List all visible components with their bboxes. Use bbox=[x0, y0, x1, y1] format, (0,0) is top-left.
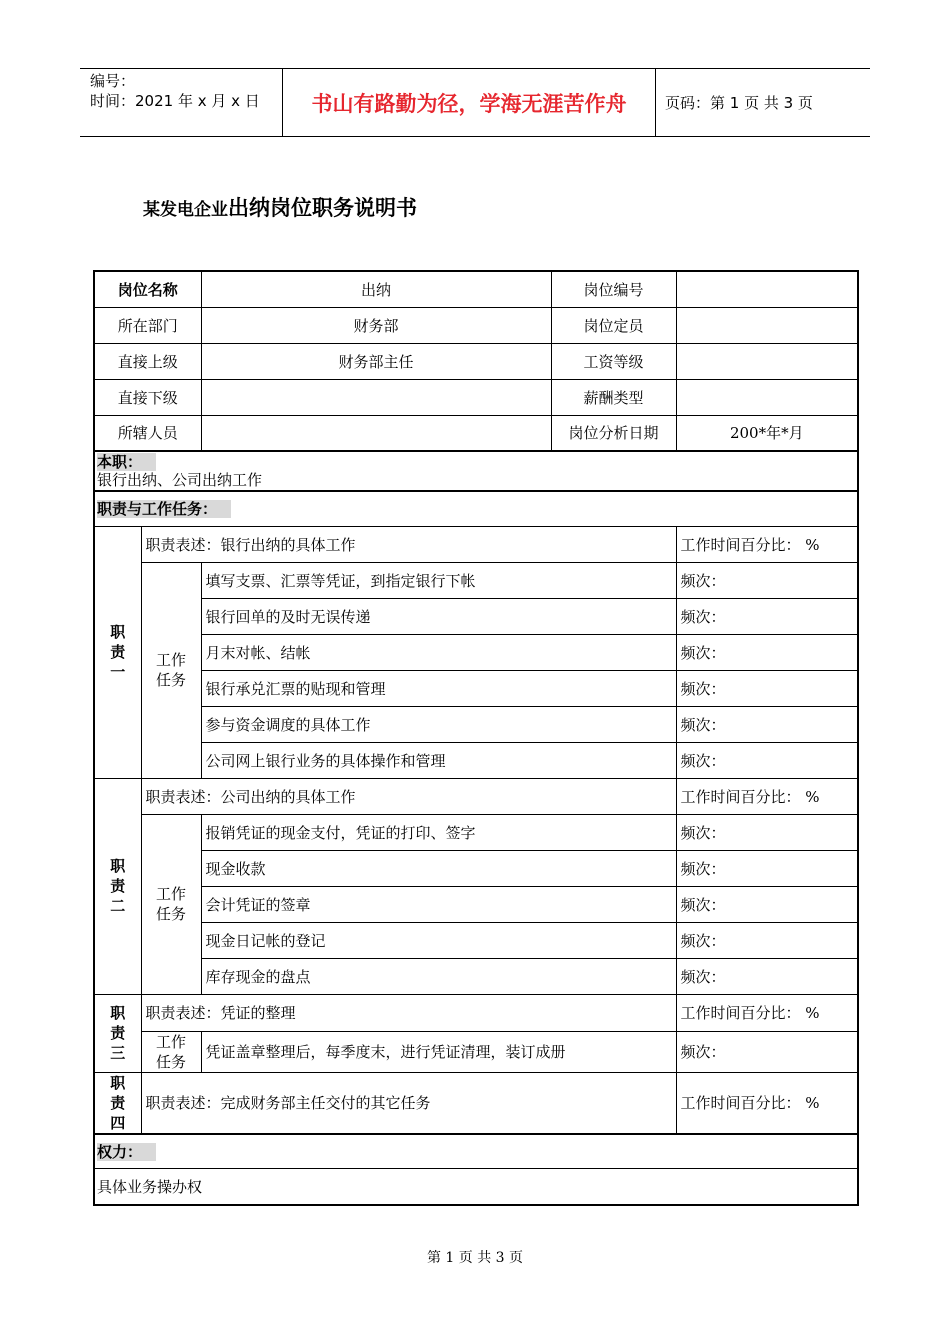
duty-desc: 职责表述：公司出纳的具体工作 bbox=[141, 778, 676, 814]
pct-label: 工作时间百分比： % bbox=[676, 1072, 858, 1134]
freq-label: 频次： bbox=[676, 958, 858, 994]
power-title-row bbox=[94, 1134, 858, 1169]
task-text: 银行回单的及时无误传递 bbox=[201, 598, 676, 634]
info-row bbox=[94, 271, 858, 307]
info-value bbox=[201, 415, 551, 451]
power-title: 权力： bbox=[97, 1143, 156, 1161]
info-label: 直接上级 bbox=[94, 343, 201, 379]
duty-desc: 职责表述：凭证的整理 bbox=[141, 994, 676, 1031]
pct-label: 工作时间百分比： % bbox=[676, 994, 858, 1031]
info-label: 岗位定员 bbox=[551, 307, 676, 343]
info-label: 所辖人员 bbox=[94, 415, 201, 451]
job-description-table bbox=[93, 270, 857, 1206]
duty-label: 职 责 一 bbox=[110, 623, 126, 681]
task-row bbox=[94, 634, 858, 670]
document-title-main: 出纳岗位职务说明书 bbox=[228, 195, 417, 220]
info-label: 薪酬类型 bbox=[551, 379, 676, 415]
freq-label: 频次： bbox=[676, 886, 858, 922]
document-title bbox=[143, 192, 417, 222]
info-value bbox=[201, 379, 551, 415]
duty-cell bbox=[94, 451, 858, 491]
page-footer: 第 1 页 共 3 页 bbox=[426, 1250, 524, 1266]
task-row bbox=[94, 670, 858, 706]
freq-label: 频次： bbox=[676, 922, 858, 958]
info-value bbox=[676, 343, 858, 379]
task-row bbox=[94, 886, 858, 922]
serial-label: 编号： bbox=[90, 72, 136, 90]
duty-label-cell bbox=[94, 778, 141, 994]
pct-label: 工作时间百分比： % bbox=[676, 526, 858, 562]
duty-row bbox=[94, 451, 858, 491]
duty-label-cell bbox=[94, 1072, 141, 1134]
duty-label-cell bbox=[94, 526, 141, 778]
freq-label: 频次： bbox=[676, 670, 858, 706]
task-text: 参与资金调度的具体工作 bbox=[201, 706, 676, 742]
task-text: 会计凭证的签章 bbox=[201, 886, 676, 922]
freq-label: 频次： bbox=[676, 706, 858, 742]
info-label: 直接下级 bbox=[94, 379, 201, 415]
power-title-cell bbox=[94, 1134, 858, 1169]
task-text: 库存现金的盘点 bbox=[201, 958, 676, 994]
pct-label: 工作时间百分比： % bbox=[676, 778, 858, 814]
duty-desc-row bbox=[94, 1072, 858, 1134]
task-text: 月末对帐、结帐 bbox=[201, 634, 676, 670]
time-label: 时间：2021 年 x 月 x 日 bbox=[90, 92, 260, 110]
duty-desc-row bbox=[94, 994, 858, 1031]
info-value bbox=[676, 271, 858, 307]
info-row bbox=[94, 379, 858, 415]
task-row bbox=[94, 958, 858, 994]
task-text: 凭证盖章整理后，每季度末，进行凭证清理，装订成册 bbox=[201, 1031, 676, 1072]
task-text: 填写支票、汇票等凭证，到指定银行下帐 bbox=[201, 562, 676, 598]
duty-label: 职 责 三 bbox=[110, 1004, 126, 1062]
duty-label: 职 责 二 bbox=[110, 857, 126, 915]
freq-label: 频次： bbox=[676, 598, 858, 634]
info-value bbox=[676, 379, 858, 415]
duty-desc-row bbox=[94, 778, 858, 814]
work-task-label: 工作 任务 bbox=[141, 814, 201, 994]
duty-desc: 职责表述：银行出纳的具体工作 bbox=[141, 526, 676, 562]
duty-title: 本职： bbox=[97, 453, 156, 471]
info-value: 财务部主任 bbox=[201, 343, 551, 379]
info-row bbox=[94, 307, 858, 343]
info-value: 财务部 bbox=[201, 307, 551, 343]
info-label: 岗位分析日期 bbox=[551, 415, 676, 451]
task-row bbox=[94, 1031, 858, 1072]
task-row bbox=[94, 706, 858, 742]
tasks-title: 职责与工作任务： bbox=[97, 500, 231, 518]
page-label: 页码：第 1 页 共 3 页 bbox=[665, 94, 813, 112]
info-row bbox=[94, 343, 858, 379]
duty-label-cell bbox=[94, 994, 141, 1072]
power-text: 具体业务操办权 bbox=[94, 1169, 858, 1205]
task-row bbox=[94, 814, 858, 850]
motto: 书山有路勤为径，学海无涯苦作舟 bbox=[282, 69, 656, 136]
task-row bbox=[94, 562, 858, 598]
freq-label: 频次： bbox=[676, 562, 858, 598]
task-text: 公司网上银行业务的具体操作和管理 bbox=[201, 742, 676, 778]
task-row bbox=[94, 598, 858, 634]
freq-label: 频次： bbox=[676, 634, 858, 670]
task-text: 现金日记帐的登记 bbox=[201, 922, 676, 958]
task-row bbox=[94, 850, 858, 886]
info-label: 岗位编号 bbox=[551, 271, 676, 307]
task-text: 银行承兑汇票的贴现和管理 bbox=[201, 670, 676, 706]
info-value bbox=[676, 307, 858, 343]
duty-text: 银行出纳、公司出纳工作 bbox=[97, 471, 263, 489]
freq-label: 频次： bbox=[676, 814, 858, 850]
tasks-title-row bbox=[94, 491, 858, 526]
freq-label: 频次： bbox=[676, 742, 858, 778]
task-text: 现金收款 bbox=[201, 850, 676, 886]
duty-desc-row bbox=[94, 526, 858, 562]
task-text: 报销凭证的现金支付，凭证的打印、签字 bbox=[201, 814, 676, 850]
header-left bbox=[80, 69, 282, 136]
tasks-title-cell bbox=[94, 491, 858, 526]
work-task-label: 工作 任务 bbox=[141, 562, 201, 778]
document-title-prefix: 某发电企业 bbox=[143, 200, 228, 220]
info-value: 200*年*月 bbox=[676, 415, 858, 451]
info-value: 出纳 bbox=[201, 271, 551, 307]
info-row bbox=[94, 415, 858, 451]
page-header bbox=[80, 68, 870, 137]
info-label: 所在部门 bbox=[94, 307, 201, 343]
duty-label: 职 责 四 bbox=[110, 1073, 126, 1132]
power-row bbox=[94, 1169, 858, 1205]
duty-desc: 职责表述：完成财务部主任交付的其它任务 bbox=[141, 1072, 676, 1134]
info-label: 工资等级 bbox=[551, 343, 676, 379]
task-row bbox=[94, 922, 858, 958]
info-label: 岗位名称 bbox=[94, 271, 201, 307]
task-row bbox=[94, 742, 858, 778]
work-task-label: 工作 任务 bbox=[141, 1031, 201, 1072]
freq-label: 频次： bbox=[676, 1031, 858, 1072]
freq-label: 频次： bbox=[676, 850, 858, 886]
